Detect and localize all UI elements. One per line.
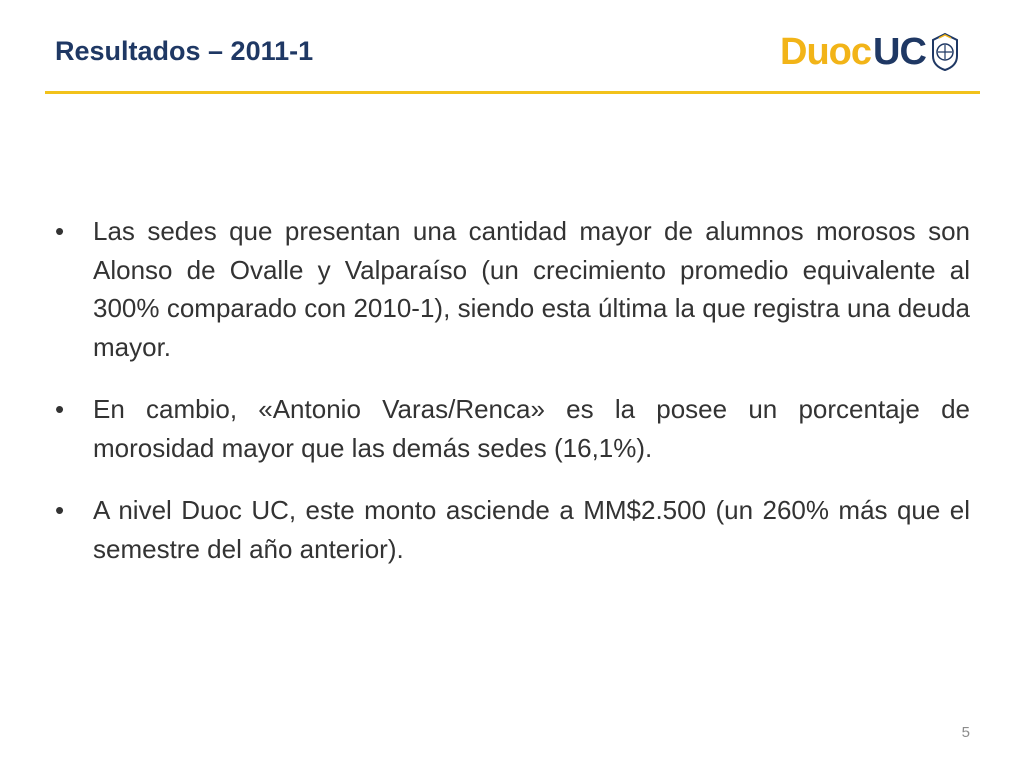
bullet-icon: •	[55, 394, 65, 424]
slide-title: Resultados – 2011-1	[55, 36, 314, 66]
logo-text-uc: UC	[873, 30, 926, 73]
bullet-text: En cambio, «Antonio Varas/Renca» es la posee un porcentaje de morosidad mayor que las demás sedes (16,1%).	[93, 394, 970, 463]
bullet-list	[55, 212, 970, 592]
bullet-text: Las sedes que presentan una cantidad mayor de alumnos morosos son Alonso de Ovalle y Valparaíso (un crecimiento promedio equivalente al 300% comparado con 2010-1), siendo esta última la que registra una deuda mayor.	[93, 216, 970, 362]
page-number: 5	[961, 724, 970, 741]
bullet-item	[55, 212, 970, 366]
logo-text-duoc: Duoc	[780, 30, 871, 73]
bullet-text: A nivel Duoc UC, este monto asciende a MM$2.500 (un 260% más que el semestre del año anterior).	[93, 495, 970, 564]
duoc-uc-logo	[780, 24, 980, 80]
bullet-icon: •	[55, 495, 65, 525]
university-seal-icon	[930, 32, 960, 72]
bullet-icon: •	[55, 216, 65, 246]
bullet-item	[55, 491, 970, 568]
bullet-item	[55, 390, 970, 467]
title-underline	[45, 91, 980, 94]
